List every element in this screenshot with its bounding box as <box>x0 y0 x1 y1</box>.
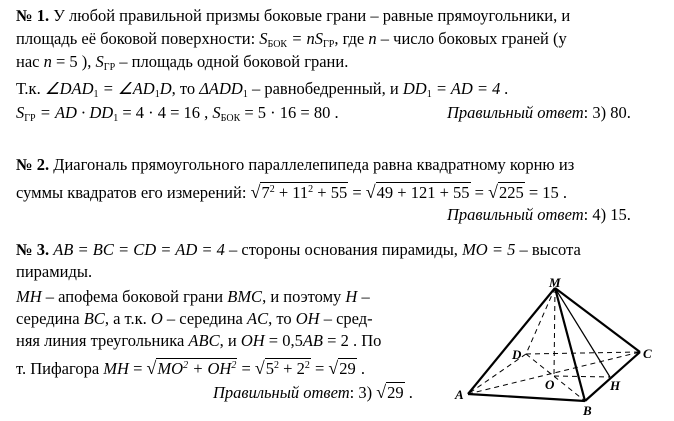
p1-sub-1b: 1 <box>154 89 160 100</box>
p1-sub-1e: 1 <box>113 113 119 124</box>
p2-r1e: 2 <box>269 184 275 195</box>
p3-text-6a: т. Пифагора <box>16 359 104 378</box>
label-m: M <box>549 276 561 290</box>
p3-ab: AB <box>302 331 324 350</box>
p3-oh2: OH <box>240 331 265 350</box>
p3-ac: AC <box>247 309 269 328</box>
p3-h: H <box>345 287 358 306</box>
p2-r2: 49 + 121 + 55 <box>376 183 470 202</box>
p1-text-2a: площадь её боковой поверхности: <box>16 29 260 48</box>
p3-text-5g: = 2 . По <box>323 331 382 350</box>
p1-answer <box>447 103 631 123</box>
p2-r1c: + 55 <box>313 183 348 202</box>
p3-eq0: = <box>128 359 147 378</box>
p2-radical-2: √49 + 121 + 55 <box>365 182 470 202</box>
p3-line-2: пирамиды. <box>16 262 93 281</box>
p3-line-5 <box>16 331 381 351</box>
p1-s-bok: S <box>259 29 268 48</box>
p3-bmc: BMC <box>227 287 263 306</box>
p3-r2b: + 2 <box>279 359 305 378</box>
p2-line-2 <box>16 180 567 203</box>
p3-abc: ABC <box>188 331 220 350</box>
p3-answer-rad-value: 29 <box>387 383 404 402</box>
p3-r3: 29 <box>339 359 356 378</box>
p3-radical-3: √29 <box>328 358 356 378</box>
p3-oh: OH <box>295 309 320 328</box>
p1-sub-bok: БОК <box>267 39 288 50</box>
p1-text-3a: нас <box>16 52 44 71</box>
p3-answer-label: Правильный ответ <box>213 383 350 402</box>
p3-answer-radical: √29 <box>376 382 404 402</box>
height-mo <box>554 288 555 376</box>
p1-answer-value: : 3) 80. <box>583 103 631 122</box>
p3-radical-2: $√5^2 + 2^2$ <box>254 358 310 378</box>
p3-answer-pre: : 3) <box>349 383 377 402</box>
p2-r3: 225 <box>499 183 524 202</box>
p1-d: D <box>159 79 172 98</box>
segment-oh <box>554 376 610 377</box>
p1-text-2j: – число боковых граней (у <box>376 29 567 48</box>
p3-text-4c: , а т.к. <box>104 309 151 328</box>
p1-line-1 <box>16 6 570 26</box>
p3-number: № 3. <box>16 240 50 259</box>
p1-sub-bok2: БОК <box>220 113 241 124</box>
p3-text-5a: няя линия треугольника <box>16 331 189 350</box>
p3-r1be: 2 <box>231 360 237 371</box>
p3-r1e: 2 <box>183 360 189 371</box>
p3-text-3d: , и поэтому <box>262 287 346 306</box>
label-c: C <box>643 346 652 361</box>
p2-radical-1: $√7^2 + 11^2 + 55$ <box>250 182 348 202</box>
p2-answer <box>447 205 631 225</box>
p1-text-4e: , то <box>171 79 200 98</box>
p2-r1b: + 11 <box>274 183 309 202</box>
p1-angle-1: ∠DAD <box>44 79 94 98</box>
p1-text-3c: = 5 ), <box>51 52 96 71</box>
p3-r2: 5 <box>265 359 275 378</box>
p3-text-4a: середина <box>16 309 84 328</box>
edge-ab <box>468 394 585 401</box>
p2-r1be: 2 <box>308 184 314 195</box>
p3-text-1d: – высота <box>515 240 581 259</box>
p3-text-4e: – середина <box>162 309 248 328</box>
edge-dc <box>526 352 640 354</box>
p3-r2e: 2 <box>274 360 280 371</box>
p1-sub-1d: 1 <box>426 89 432 100</box>
p1-s-gr: S <box>95 52 104 71</box>
p3-r2be: 2 <box>304 360 310 371</box>
p3-text-5c: , и <box>219 331 241 350</box>
p1-sub-1c: 1 <box>242 89 248 100</box>
p3-answer <box>213 382 413 403</box>
p2-radical-3: √225 <box>488 182 524 202</box>
p3-text-5e: = 0,5 <box>264 331 303 350</box>
p3-text-1b: – стороны основания пирамиды, <box>224 240 463 259</box>
p1-n: n <box>368 29 377 48</box>
p1-text-1: У любой правильной призмы боковые грани – равные прямоугольники, и <box>53 6 571 25</box>
p1-line-4 <box>16 79 509 105</box>
p1-angle-2: = ∠AD <box>98 79 155 98</box>
p2-eq1: = <box>348 183 366 202</box>
p1-sub-gr2: ГР <box>103 62 116 73</box>
label-a: A <box>455 387 464 402</box>
edge-ma <box>468 288 555 394</box>
p3-line-4 <box>16 309 373 329</box>
p3-text-4i: – сред- <box>319 309 373 328</box>
p1-text-4g: – равнобедренный, и <box>247 79 403 98</box>
pyramid-figure <box>450 276 670 421</box>
p1-ad-dd: = AD · DD <box>35 103 114 122</box>
p3-line-3 <box>16 287 370 307</box>
p3-dot: . <box>356 359 366 378</box>
p3-line-6 <box>16 356 365 379</box>
p3-answer-post: . <box>404 383 413 402</box>
p3-r1: MO <box>157 359 184 378</box>
p2-eq3: = 15 . <box>524 183 568 202</box>
p1-calc-1: = 4 · 4 = 16 , <box>118 103 213 122</box>
label-o: O <box>545 377 555 392</box>
p3-mh2: MH <box>103 359 129 378</box>
p1-sub-gr: ГР <box>323 39 335 50</box>
p1-line-3 <box>16 52 348 78</box>
p1-text-2h: , где <box>334 29 369 48</box>
p1-text-4a: Т.к. <box>16 79 45 98</box>
p1-eq-ad: = AD = 4 . <box>431 79 509 98</box>
p2-eq2: = <box>470 183 489 202</box>
p2-answer-label: Правильный ответ <box>447 205 584 224</box>
p2-r1: 7 <box>261 183 270 202</box>
p3-radical-1: $√MO^2 + OH^2$ <box>146 358 237 378</box>
p3-eq1: = <box>237 359 255 378</box>
p1-number: № 1. <box>16 6 50 25</box>
p2-text-2: суммы квадратов его измерений: <box>16 183 251 202</box>
p3-sides: AB = BC = CD = AD = 4 <box>53 240 225 259</box>
p3-bc: BC <box>83 309 105 328</box>
label-b: B <box>583 403 592 418</box>
p2-answer-value: : 4) 15. <box>583 205 631 224</box>
p3-mh: MH <box>16 287 42 306</box>
p1-nsgr: = nS <box>287 29 323 48</box>
diag-db <box>526 354 585 401</box>
p3-text-3f: – <box>357 287 370 306</box>
p2-text-1: Диагональ прямоугольного параллелепипеда равна квадратному корню из <box>53 155 575 174</box>
p1-answer-label: Правильный ответ <box>447 103 584 122</box>
p1-text-3e: – площадь одной боковой грани. <box>115 52 349 71</box>
p2-number: № 2. <box>16 155 50 174</box>
apothem-mh <box>555 288 610 377</box>
p1-n2: n <box>43 52 52 71</box>
p1-calc-2: = 5 · 16 = 80 . <box>240 103 339 122</box>
p3-text-3b: – апофема боковой грани <box>41 287 228 306</box>
p3-r1b: + OH <box>188 359 232 378</box>
edge-md <box>526 288 555 354</box>
label-d: D <box>512 347 522 362</box>
label-h: H <box>610 378 621 393</box>
p1-triangle: ΔADD <box>199 79 243 98</box>
p3-eq2: = <box>310 359 329 378</box>
p3-mo: MO = 5 <box>462 240 516 259</box>
p1-dd: DD <box>402 79 427 98</box>
p3-o: O <box>150 309 163 328</box>
p3-line-1 <box>16 240 581 260</box>
p1-line-5 <box>16 103 339 129</box>
edge-mc <box>555 288 640 352</box>
edge-mb <box>555 288 585 401</box>
p1-s-bok2: S <box>212 103 221 122</box>
p2-line-1 <box>16 155 574 175</box>
p1-sub-gr3: ГР <box>24 113 36 124</box>
p3-text-4g: , то <box>268 309 296 328</box>
p1-s-gr3: S <box>16 103 25 122</box>
p1-sub-1a: 1 <box>93 89 99 100</box>
